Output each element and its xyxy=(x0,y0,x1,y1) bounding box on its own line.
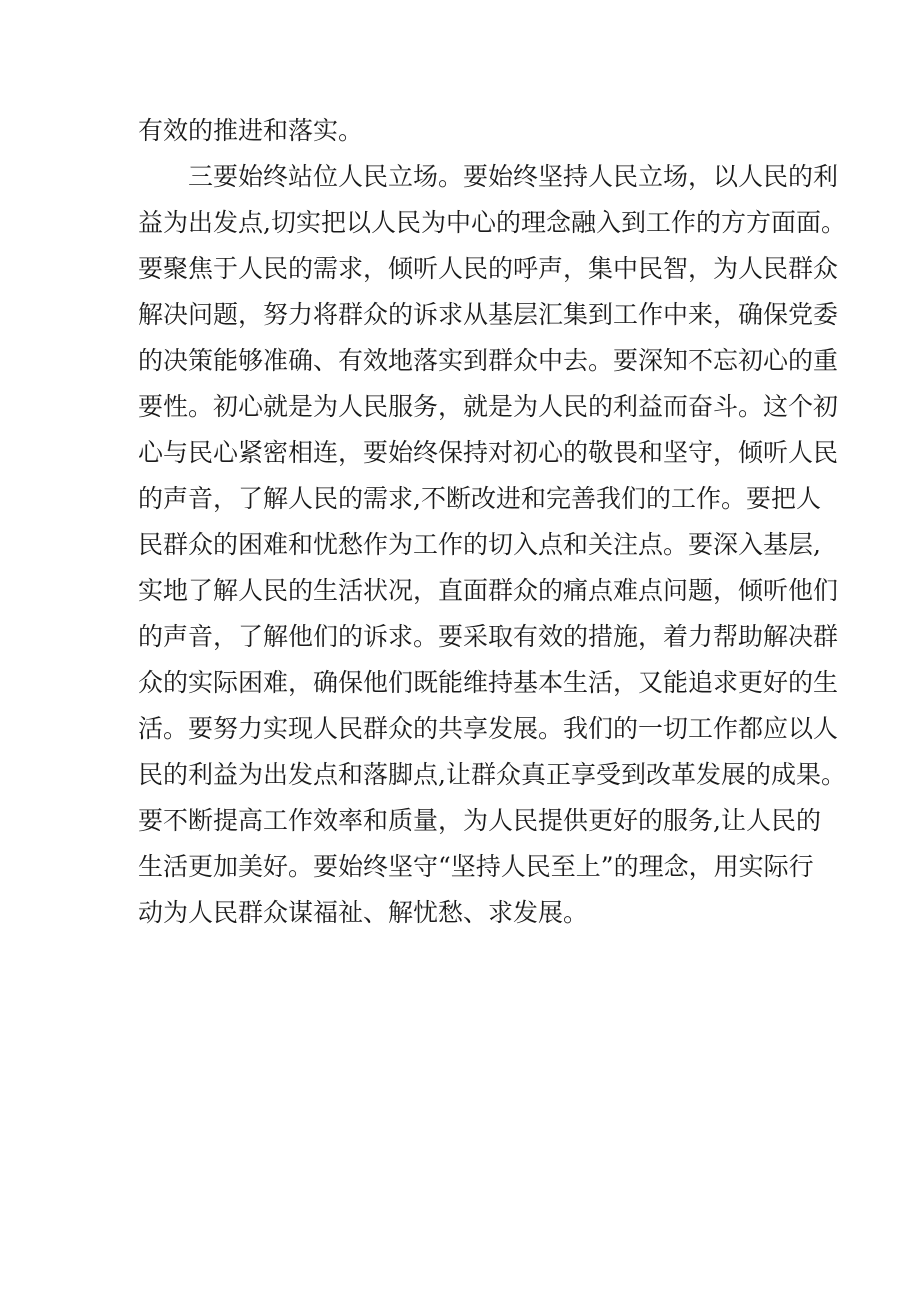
text-line: 民群众的困难和忧愁作为工作的切入点和关注点。要深入基层, xyxy=(138,530,821,559)
body-text xyxy=(138,108,846,936)
text-line: 实地了解人民的生活状况，直面群众的痛点难点问题，倾听他们 xyxy=(138,576,839,605)
text-line: 有效的推进和落实。 xyxy=(138,116,364,145)
text-line: 众的实际困难，确保他们既能维持基本生活，又能追求更好的生 xyxy=(138,668,839,697)
text-line: 的决策能够准确、有效地落实到群众中去。要深知不忘初心的重 xyxy=(138,346,839,375)
text-line: 解决问题，努力将群众的诉求从基层汇集到工作中来，确保党委 xyxy=(138,300,839,329)
text-line: 要性。初心就是为人民服务，就是为人民的利益而奋斗。这个初 xyxy=(138,392,839,421)
text-line: 益为出发点,切实把以人民为中心的理念融入到工作的方方面面。 xyxy=(138,208,846,237)
text-line: 要不断提高工作效率和质量，为人民提供更好的服务,让人民的 xyxy=(138,806,821,835)
text-line: 的声音，了解他们的诉求。要采取有效的措施，着力帮助解决群 xyxy=(138,622,839,651)
text-line: 生活更加美好。要始终坚守“坚持人民至上”的理念，用实际行 xyxy=(138,852,814,881)
paragraph-first-line: 三要始终站位人民立场。要始终坚持人民立场，以人民的利 xyxy=(188,162,839,191)
text-line: 民的利益为出发点和落脚点,让群众真正享受到改革发展的成果。 xyxy=(138,760,846,789)
text-line: 心与民心紧密相连，要始终保持对初心的敬畏和坚守，倾听人民 xyxy=(138,438,839,467)
text-line: 要聚焦于人民的需求，倾听人民的呼声，集中民智，为人民群众 xyxy=(138,254,839,283)
text-line: 活。要努力实现人民群众的共享发展。我们的一切工作都应以人 xyxy=(138,714,839,743)
text-line: 的声音，了解人民的需求,不断改进和完善我们的工作。要把人 xyxy=(138,484,821,513)
text-line: 动为人民群众谋福祉、解忧愁、求发展。 xyxy=(138,898,589,927)
